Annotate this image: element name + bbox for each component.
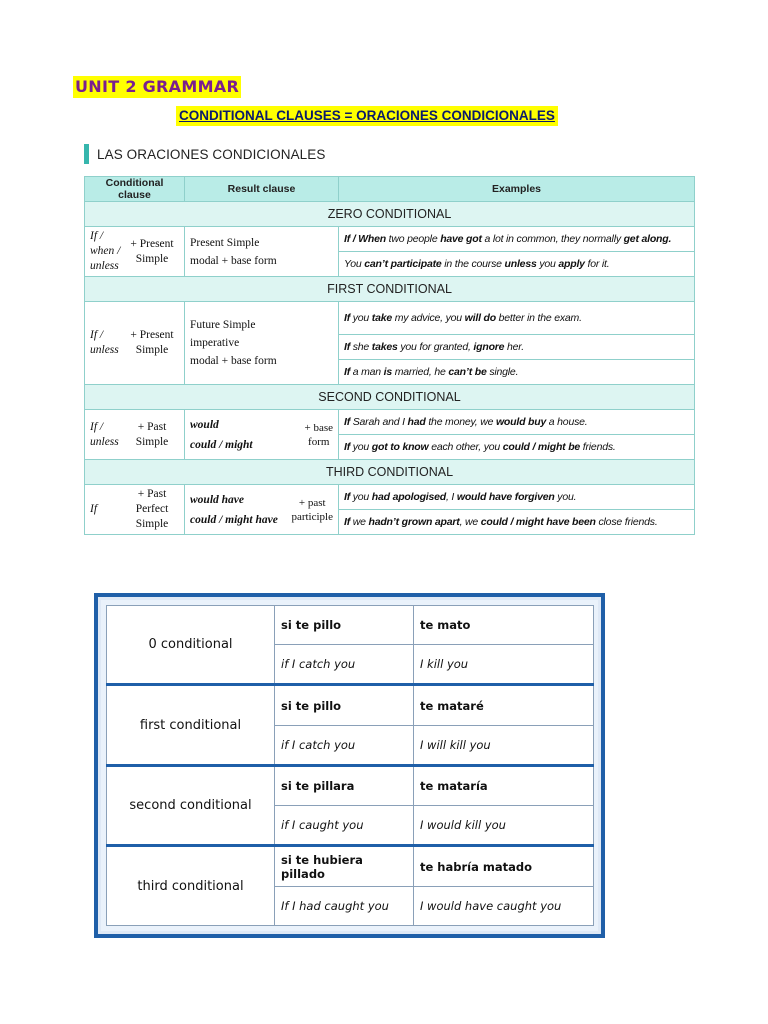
second-example-1: If Sarah and I had the money, we would buy a house. <box>339 410 695 435</box>
english-result-clause: I will kill you <box>414 725 594 765</box>
third-result-modals: would have could / might have <box>190 493 278 526</box>
first-example-2: If she takes you for granted, ignore her. <box>339 335 695 360</box>
table-row <box>85 227 695 252</box>
english-if-clause: if I catch you <box>275 645 414 685</box>
english-result-clause: I kill you <box>414 645 594 685</box>
second-if-words: If / unless <box>90 420 119 448</box>
third-result-clause <box>185 485 339 535</box>
section-heading <box>84 144 326 166</box>
page-title: CONDITIONAL CLAUSES = ORACIONES CONDICIONALES <box>176 106 558 126</box>
zero-if-words: If / when / unless <box>90 230 121 272</box>
zero-example-1: If / When two people have got a lot in common, they normally get along. <box>339 227 695 252</box>
third-example-2: If we hadn’t grown apart, we could / might have been close friends. <box>339 510 695 535</box>
zero-conditional-heading-row <box>85 202 695 227</box>
third-conditional-heading-row <box>85 460 695 485</box>
second-conditional-heading-row <box>85 385 695 410</box>
english-if-clause: If I had caught you <box>275 886 414 925</box>
first-if-words: If / unless <box>90 329 119 356</box>
second-conditional-clause <box>85 410 185 460</box>
first-conditional-heading: FIRST CONDITIONAL <box>85 277 695 302</box>
zero-tense: + Present Simple <box>130 237 174 265</box>
header-result-clause: Result clause <box>185 177 339 202</box>
spanish-result-clause: te mataré <box>414 685 594 725</box>
first-conditional-name: first conditional <box>107 685 275 766</box>
first-tense: + Present Simple <box>130 329 174 356</box>
zero-conditional-heading: ZERO CONDITIONAL <box>85 202 695 227</box>
spanish-if-clause: si te pillo <box>275 685 414 725</box>
table-row <box>85 302 695 335</box>
second-result-modals: would could / might <box>190 418 253 451</box>
spanish-if-clause: si te pillo <box>275 606 414 645</box>
third-conditional-clause <box>85 485 185 535</box>
third-if-words: If <box>90 503 98 515</box>
third-result-form: + past participle <box>291 496 333 523</box>
header-examples: Examples <box>339 177 695 202</box>
first-conditional-clause <box>85 302 185 385</box>
table-row <box>107 606 594 645</box>
first-result-clause: Future Simple imperative modal + base form <box>185 302 339 385</box>
spanish-result-clause: te mato <box>414 606 594 645</box>
first-example-3: If a man is married, he can’t be single. <box>339 360 695 385</box>
third-example-1: If you had apologised, I would have forgiven you. <box>339 485 695 510</box>
header-conditional-clause: Conditional clause <box>85 177 185 202</box>
second-conditional-heading: SECOND CONDITIONAL <box>85 385 695 410</box>
spanish-result-clause: te mataría <box>414 765 594 805</box>
table-row <box>85 410 695 435</box>
table-row <box>107 846 594 886</box>
spanish-if-clause: si te pillara <box>275 765 414 805</box>
unit-title: UNIT 2 GRAMMAR <box>75 77 240 96</box>
second-result-clause <box>185 410 339 460</box>
second-tense: + Past Simple <box>135 420 169 448</box>
zero-conditional-name: 0 conditional <box>107 606 275 685</box>
spanish-if-clause: si te hubiera pillado <box>275 846 414 886</box>
table-header-row <box>85 177 695 202</box>
second-conditional-name: second conditional <box>107 765 275 846</box>
zero-example-2: You can’t participate in the course unless you apply for it. <box>339 252 695 277</box>
first-example-1: If you take my advice, you will do better in the exam. <box>339 302 695 335</box>
heading-accent-bar <box>84 144 89 164</box>
english-result-clause: I would kill you <box>414 806 594 846</box>
table-row <box>85 485 695 510</box>
section-heading-text: LAS ORACIONES CONDICIONALES <box>97 147 326 162</box>
zero-result-clause: Present Simple modal + base form <box>185 227 339 277</box>
third-tense: + Past Perfect Simple <box>135 488 169 530</box>
english-if-clause: if I caught you <box>275 806 414 846</box>
conditionals-table <box>84 176 695 535</box>
spanish-result-clause: te habría matado <box>414 846 594 886</box>
third-conditional-name: third conditional <box>107 846 275 926</box>
table-row <box>107 685 594 725</box>
translation-table-frame <box>94 593 605 938</box>
second-example-2: If you got to know each other, you could / might be friends. <box>339 435 695 460</box>
second-result-form: + base form <box>304 421 333 448</box>
first-conditional-heading-row <box>85 277 695 302</box>
translation-table <box>106 605 594 926</box>
zero-conditional-clause <box>85 227 185 277</box>
third-conditional-heading: THIRD CONDITIONAL <box>85 460 695 485</box>
english-if-clause: if I catch you <box>275 725 414 765</box>
english-result-clause: I would have caught you <box>414 886 594 925</box>
table-row <box>107 765 594 805</box>
